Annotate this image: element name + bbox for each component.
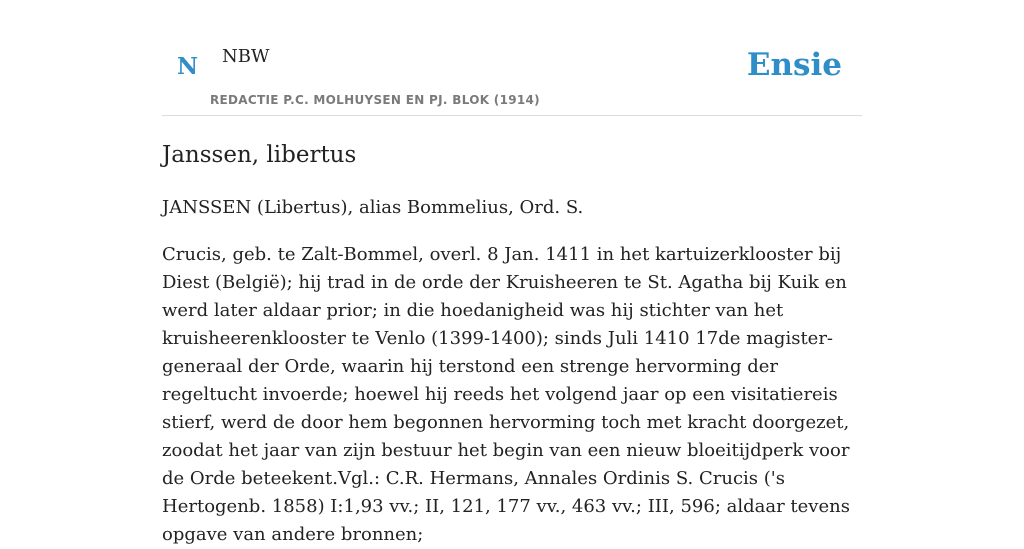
article-lead: JANSSEN (Libertus), alias Bommelius, Ord. S.: [162, 197, 584, 218]
source-subtitle: REDACTIE P.C. MOLHUYSEN EN PJ. BLOK (1914): [210, 93, 540, 107]
source-header: [162, 0, 862, 116]
brand-logo[interactable]: Ensie: [746, 47, 842, 83]
article-body: Crucis, geb. te Zalt-Bommel, overl. 8 Jan. 1411 in het kartuizerklooster bij Diest (België); hij trad in de orde der Kruisheeren te St. Agatha bij Kuik en werd later aldaar prior; in die hoedanigheid was hij stichter van het kruisheerenklooster te Venlo (1399-1400); sinds Juli 1410 17de magister-generaal der Orde, waarin hij terstond een strenge hervorming der regeltucht invoerde; hoewel hij reeds het volgend jaar op een visitatiereis stierf, werd de door hem begonnen hervorming toch met kracht doorgezet, zoodat het jaar van zijn bestuur het begin van een nieuw bloeitijdperk voor de Orde beteekent.Vgl.: C.R. Hermans, Annales Ordinis S. Crucis ('s Hertogenb. 1858) I:1,93 vv.; II, 121, 177 vv., 463 vv.; III, 596; aldaar tevens opgave van andere bronnen;: [162, 244, 850, 545]
source-name[interactable]: NBW: [222, 46, 270, 67]
article-title: Janssen, libertus: [162, 142, 357, 168]
source-logo[interactable]: N: [177, 53, 199, 80]
article: [162, 138, 872, 549]
